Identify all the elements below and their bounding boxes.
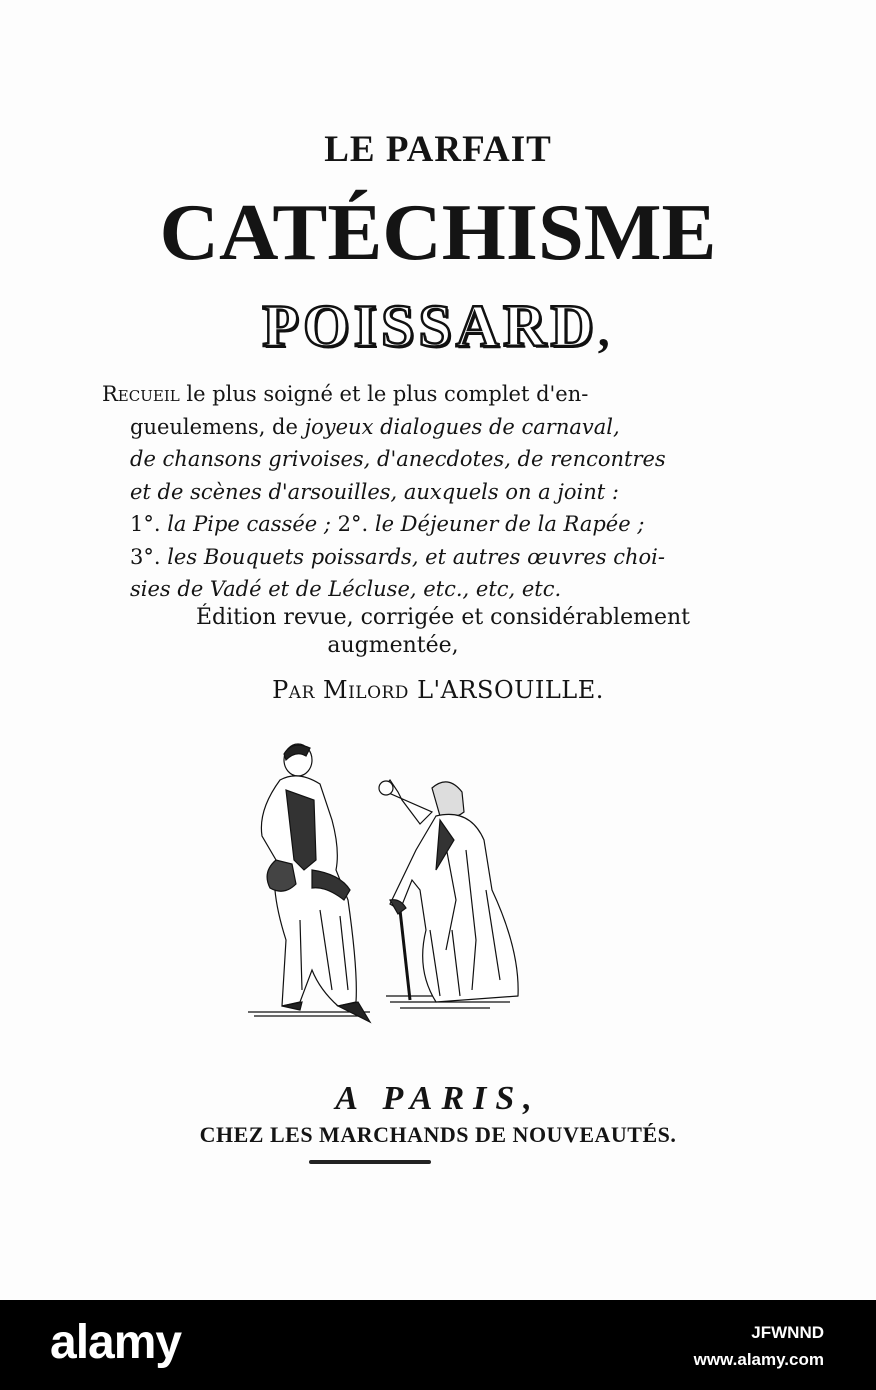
edition-statement (0, 604, 876, 660)
author-line: Par Milord L'ARSOUILLE. (272, 676, 604, 704)
man-figure (261, 744, 370, 1022)
desc-text: 1°. (130, 512, 168, 536)
desc-italic: de chansons grivoises, d'anecdotes, de rencontres (130, 447, 666, 471)
imprint-place: A PARIS, (335, 1080, 541, 1117)
desc-line (102, 443, 682, 476)
desc-line (102, 411, 682, 444)
title-line-2: CATÉCHISME (159, 189, 717, 277)
site-url: www.alamy.com (693, 1350, 824, 1369)
subtitle-description (102, 378, 682, 606)
desc-text: 3°. (130, 544, 168, 569)
desc-text: gueulemens, de (130, 414, 305, 439)
alamy-logo: alamy (50, 1316, 182, 1369)
imprint-publisher: CHEZ LES MARCHANDS DE NOUVEAUTÉS. (199, 1122, 677, 1147)
image-id: JFWNND (751, 1323, 824, 1342)
desc-line (102, 378, 682, 411)
desc-text: le plus soigné et le plus complet d'en- (179, 382, 589, 406)
desc-line (102, 508, 682, 541)
desc-italic: sies de Vadé et de Lécluse, etc., etc, etc. (130, 577, 562, 601)
desc-line (102, 541, 682, 574)
title-line-3-punct: , (597, 304, 614, 357)
desc-italic: les Bouquets poissards, et autres œuvres choi- (167, 544, 665, 569)
woman-figure (379, 780, 518, 1002)
desc-line (102, 573, 682, 606)
desc-italic: joyeux dialogues de carnaval, (304, 414, 620, 439)
desc-lead-word: Recueil (102, 382, 180, 406)
edition-line-2: augmentée, (327, 633, 459, 658)
decorative-rule (309, 1160, 431, 1164)
edition-line-1: Édition revue, corrigée et considérablement (195, 605, 691, 630)
woodcut-two-figures-icon (240, 740, 540, 1040)
desc-text: 2°. (337, 512, 375, 536)
title-line-3-text: POISSARD (262, 293, 598, 359)
title-line-3 (0, 292, 876, 361)
desc-italic: et de scènes d'arsouilles, auxquels on a joint : (130, 479, 619, 504)
desc-line (102, 476, 682, 509)
desc-italic: la Pipe cassée ; (167, 512, 338, 536)
desc-italic: le Déjeuner de la Rapée ; (374, 512, 645, 536)
title-line-1: LE PARFAIT (324, 129, 552, 170)
